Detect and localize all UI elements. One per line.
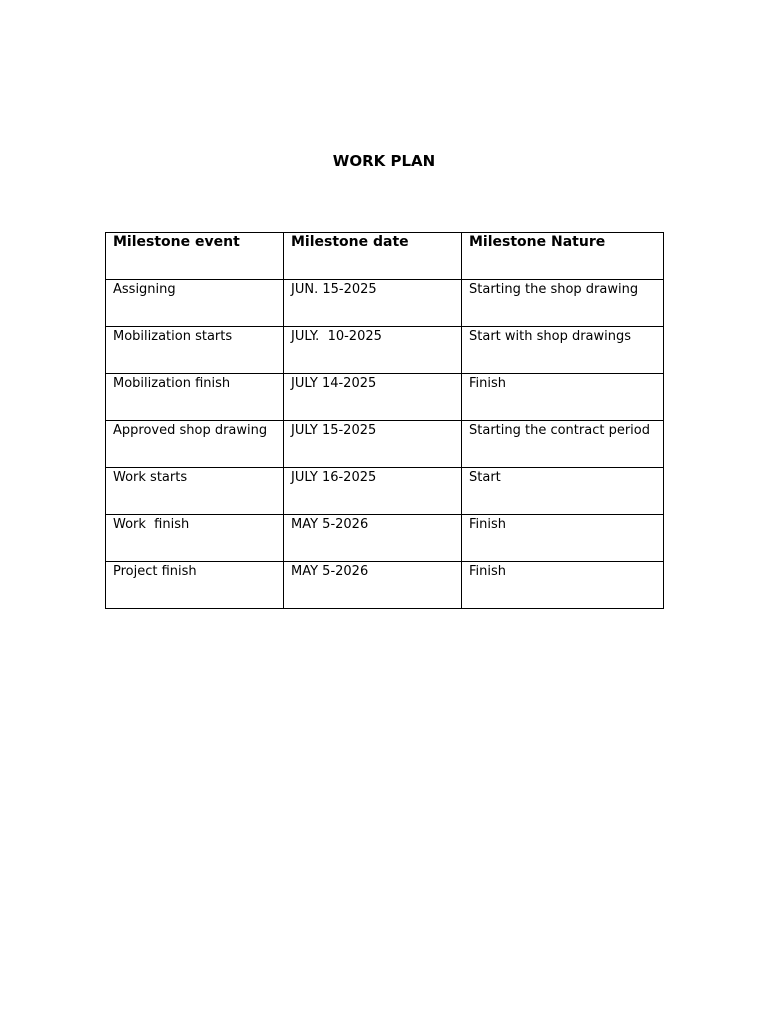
cell-milestone-event: Mobilization starts <box>106 327 284 374</box>
table-header-row <box>106 233 664 280</box>
work-plan-table <box>105 232 664 609</box>
table-row <box>106 327 664 374</box>
cell-milestone-nature: Finish <box>462 374 664 421</box>
cell-milestone-date: MAY 5-2026 <box>284 515 462 562</box>
cell-milestone-event: Work starts <box>106 468 284 515</box>
cell-milestone-nature: Start <box>462 468 664 515</box>
header-milestone-date: Milestone date <box>284 233 462 280</box>
header-milestone-nature: Milestone Nature <box>462 233 664 280</box>
cell-milestone-date: JULY 16-2025 <box>284 468 462 515</box>
page-title: WORK PLAN <box>332 152 436 170</box>
cell-milestone-nature: Starting the shop drawing <box>462 280 664 327</box>
cell-milestone-event: Approved shop drawing <box>106 421 284 468</box>
table-row <box>106 562 664 609</box>
table-row <box>106 468 664 515</box>
cell-milestone-nature: Finish <box>462 515 664 562</box>
table-row <box>106 515 664 562</box>
table-row <box>106 374 664 421</box>
table-row <box>106 421 664 468</box>
cell-milestone-nature: Finish <box>462 562 664 609</box>
cell-milestone-date: JULY 15-2025 <box>284 421 462 468</box>
cell-milestone-date: JULY 14-2025 <box>284 374 462 421</box>
cell-milestone-event: Project finish <box>106 562 284 609</box>
cell-milestone-date: JUN. 15-2025 <box>284 280 462 327</box>
cell-milestone-nature: Starting the contract period <box>462 421 664 468</box>
cell-milestone-nature: Start with shop drawings <box>462 327 664 374</box>
cell-milestone-event: Assigning <box>106 280 284 327</box>
cell-milestone-event: Work finish <box>106 515 284 562</box>
cell-milestone-event: Mobilization finish <box>106 374 284 421</box>
cell-milestone-date: MAY 5-2026 <box>284 562 462 609</box>
table-row <box>106 280 664 327</box>
cell-milestone-date: JULY. 10-2025 <box>284 327 462 374</box>
header-milestone-event: Milestone event <box>106 233 284 280</box>
